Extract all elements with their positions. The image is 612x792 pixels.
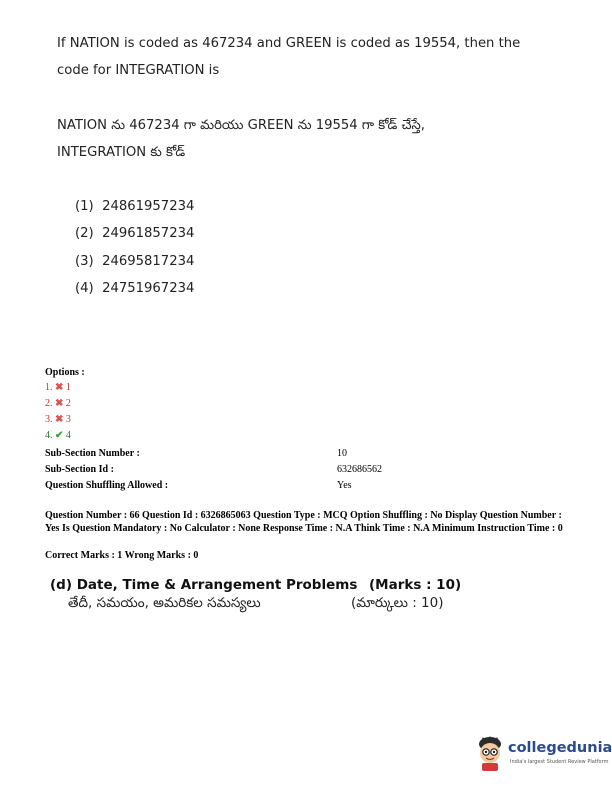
choice-number: (2) bbox=[75, 226, 94, 241]
cross-icon: ✖ bbox=[55, 382, 64, 393]
choice-value: 24695817234 bbox=[102, 254, 195, 269]
section-title-telugu: తేదీ, సమయం, అమరికల సమస్యలు bbox=[68, 595, 261, 611]
subsection-number-value: 10 bbox=[337, 448, 347, 459]
option-label: 3 bbox=[65, 414, 71, 425]
logo-wordmark: collegedunia bbox=[508, 740, 612, 756]
question-text-english-line1: If NATION is coded as 467234 and GREEN is coded as 19554, then the bbox=[57, 36, 521, 51]
logo-tagline: India's largest Student Review Platform bbox=[510, 759, 609, 765]
checkmark-icon: ✔ bbox=[55, 430, 64, 441]
choice-3 bbox=[75, 254, 194, 269]
section-marks-english: (Marks : 10) bbox=[369, 577, 462, 593]
option-row-2 bbox=[45, 398, 71, 409]
choice-4 bbox=[75, 281, 194, 296]
option-label: 4 bbox=[65, 430, 71, 441]
shuffle-allowed-label: Question Shuffling Allowed : bbox=[45, 480, 169, 491]
choice-number: (4) bbox=[75, 281, 94, 296]
choice-number: (1) bbox=[75, 199, 94, 214]
subsection-id-label: Sub-Section Id : bbox=[45, 464, 114, 475]
option-index: 1. bbox=[45, 382, 53, 393]
choice-number: (3) bbox=[75, 254, 94, 269]
question-marks: Correct Marks : 1 Wrong Marks : 0 bbox=[45, 550, 199, 561]
choice-2 bbox=[75, 226, 194, 241]
subsection-number-label: Sub-Section Number : bbox=[45, 448, 140, 459]
cross-icon: ✖ bbox=[55, 414, 64, 425]
section-marks-telugu: (మార్కులు : 10) bbox=[351, 595, 444, 611]
option-label: 2 bbox=[65, 398, 71, 409]
option-label: 1 bbox=[65, 382, 71, 393]
option-row-4 bbox=[45, 430, 71, 441]
option-index: 4. bbox=[45, 430, 53, 441]
mascot-icon bbox=[473, 735, 507, 771]
choice-value: 24751967234 bbox=[102, 281, 195, 296]
subsection-id-value: 632686562 bbox=[337, 464, 382, 475]
question-text-english-line2: code for INTEGRATION is bbox=[57, 63, 220, 78]
question-meta-details: Question Number : 66 Question Id : 6326865063 Question Type : MCQ Option Shuffling : No Display Question Number : Yes Is Question Mandatory : No Calculator : None Response Time : N.A Think Time : N.A Minimum Instruction Time : 0 bbox=[45, 510, 563, 534]
question-text-telugu-line2: INTEGRATION కు కోడ్ bbox=[57, 145, 186, 160]
choice-value: 24961857234 bbox=[102, 226, 195, 241]
option-row-1 bbox=[45, 382, 71, 393]
options-heading: Options : bbox=[45, 367, 85, 378]
choice-1 bbox=[75, 199, 194, 214]
choice-value: 24861957234 bbox=[102, 199, 195, 214]
option-row-3 bbox=[45, 414, 71, 425]
shuffle-allowed-value: Yes bbox=[337, 480, 352, 491]
collegedunia-logo bbox=[473, 735, 612, 775]
cross-icon: ✖ bbox=[55, 398, 64, 409]
question-text-telugu-line1: NATION ను 467234 గా మరియు GREEN ను 19554 గా కోడ్ చేస్తే, bbox=[57, 118, 425, 133]
option-index: 3. bbox=[45, 414, 53, 425]
option-index: 2. bbox=[45, 398, 53, 409]
section-title-english: (d) Date, Time & Arrangement Problems bbox=[50, 577, 358, 593]
